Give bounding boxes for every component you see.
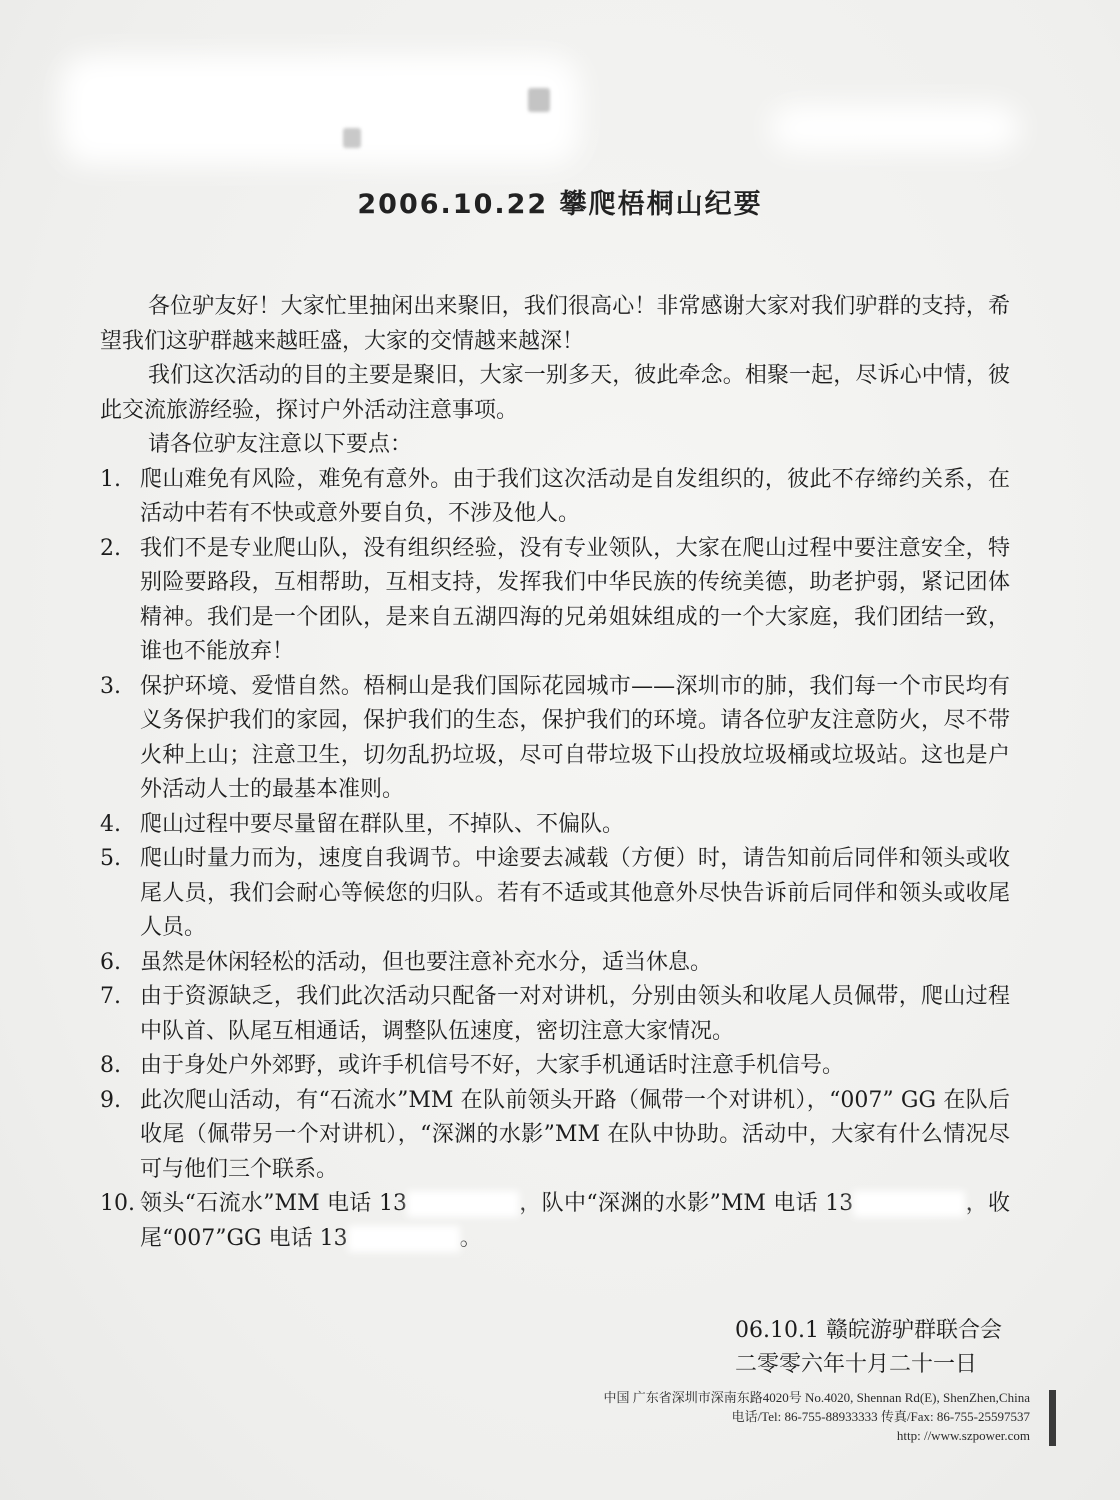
list-item-text: 虽然是休闲轻松的活动，但也要注意补充水分，适当休息。: [140, 949, 713, 975]
footer-decorative-bar: [1049, 1390, 1056, 1446]
contact-leader-text: 领头“石流水”MM 电话 13: [140, 1191, 407, 1216]
list-item-text: 此次爬山活动，有“石流水”MM 在队前领头开路（佩带一个对讲机），“007” GG 在队后收尾（佩带另一个对讲机），“深渊的水影”MM 在队中协助。活动中，大家有什么情况尽可与他们三个联系。: [140, 1087, 1010, 1182]
list-item-number: 9.: [100, 1087, 121, 1113]
document-body: [100, 290, 1010, 1256]
footer-phone-fax: 电话/Tel: 86-755-88933333 传真/Fax: 86-755-25597537: [731, 1409, 1030, 1424]
contact-end-punct: 。: [459, 1225, 482, 1251]
list-item-number: 4.: [100, 811, 121, 837]
list-item: [100, 842, 1010, 946]
list-item-text: 爬山时量力而为，速度自我调节。中途要去减载（方便）时，请告知前后同伴和领头或收尾人员，我们会耐心等候您的归队。若有不适或其他意外尽快告诉前后同伴和领头或收尾人员。: [140, 846, 1010, 940]
list-item-contacts: [100, 1187, 1010, 1256]
redacted-phone-number: [407, 1191, 519, 1217]
list-item-number: 6.: [100, 949, 121, 975]
list-item: [100, 670, 1010, 808]
list-item-number: 5.: [100, 846, 121, 871]
list-item: [100, 1049, 1010, 1084]
list-item-text: 爬山难免有风险，难免有意外。由于我们这次活动是自发组织的，彼此不存缔约关系，在活动中若有不快或意外要自负，不涉及他人。: [140, 466, 1010, 526]
contact-tail-text: ，收尾“007”GG 电话 13: [140, 1191, 1010, 1251]
redacted-phone-number: [348, 1226, 460, 1252]
list-item: [100, 463, 1010, 532]
footer-url: http: //www.szpower.com: [896, 1428, 1030, 1443]
list-item-text: 爬山过程中要尽量留在群队里，不掉队、不偏队。: [140, 811, 625, 837]
signature-org: 06.10.1 赣皖游驴群联合会: [735, 1318, 1002, 1343]
intro-paragraph-3: 请各位驴友注意以下要点：: [148, 432, 413, 457]
list-item-number: 2.: [100, 535, 121, 561]
list-item: [100, 808, 1010, 843]
list-item-text: 保护环境、爱惜自然。梧桐山是我们国际花园城市——深圳市的肺，我们每一个市民均有义务保护我们的家园，保护我们的生态，保护我们的环境。请各位驴友注意防火，尽不带火种上山；注意卫生，切勿乱扔垃圾，尽可自带垃圾下山投放垃圾桶或垃圾站。这也是户外活动人士的最基本准则。: [140, 673, 1010, 802]
list-item-number: 10.: [100, 1191, 135, 1216]
contact-middle-text: ，队中“深渊的水影”MM 电话 13: [518, 1191, 854, 1216]
list-item: [100, 980, 1010, 1049]
footer-address: 中国 广东省深圳市深南东路4020号 No.4020, Shennan Rd(E), ShenZhen,China: [603, 1390, 1030, 1405]
letterhead-footer: [604, 1388, 1030, 1445]
list-item-text: 由于身处户外郊野，或许手机信号不好，大家手机通话时注意手机信号。: [140, 1053, 845, 1078]
list-item-number: 7.: [100, 984, 121, 1009]
intro-paragraph-2: 我们这次活动的目的主要是聚旧，大家一别多天，彼此牵念。相聚一起，尽诉心中情，彼此交流旅游经验，探讨户外活动注意事项。: [100, 363, 1010, 423]
list-item-text: 我们不是专业爬山队，没有组织经验，没有专业领队，大家在爬山过程中要注意安全，特别险要路段，互相帮助，互相支持，发挥我们中华民族的传统美德，助老护弱，紧记团体精神。我们是一个团队，是来自五湖四海的兄弟姐妹组成的一个大家庭，我们团结一致，谁也不能放弃！: [140, 535, 1010, 664]
list-item-number: 1.: [100, 466, 121, 492]
points-list: [100, 463, 1010, 1257]
list-item-number: 3.: [100, 673, 121, 699]
redacted-letterhead-mark: [528, 88, 550, 112]
redacted-phone-number: [853, 1191, 965, 1217]
redacted-letterhead-mark-2: [343, 128, 361, 148]
intro-paragraph-1: 各位驴友好！大家忙里抽闲出来聚旧，我们很高心！非常感谢大家对我们驴群的支持，希望我们这驴群越来越旺盛，大家的交情越来越深！: [100, 294, 1010, 354]
list-item-number: 8.: [100, 1053, 121, 1078]
redacted-letterhead-right: [770, 105, 1020, 151]
list-item: [100, 532, 1010, 670]
signature-block: [735, 1314, 1002, 1382]
list-item: [100, 946, 1010, 981]
document-title: 2006.10.22 攀爬梧桐山纪要: [357, 189, 763, 220]
signature-date: 二零零六年十月二十一日: [735, 1352, 978, 1377]
redacted-letterhead-logo: [60, 55, 580, 165]
list-item-text: 由于资源缺乏，我们此次活动只配备一对对讲机，分别由领头和收尾人员佩带，爬山过程中队首、队尾互相通话，调整队伍速度，密切注意大家情况。: [140, 984, 1010, 1044]
list-item: [100, 1084, 1010, 1188]
